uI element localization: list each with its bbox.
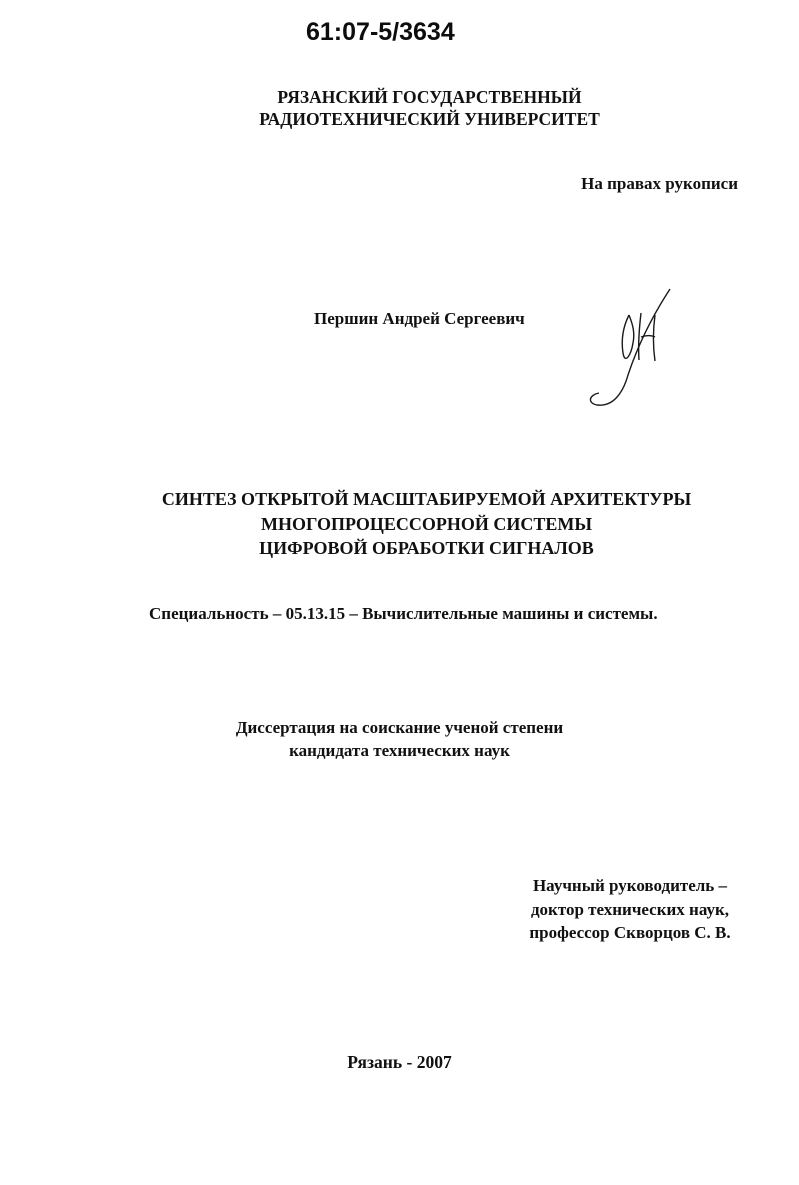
signature-stroke xyxy=(639,313,655,361)
supervisor-line: профессор Скворцов С. В. xyxy=(529,923,731,942)
title-line: МНОГОПРОЦЕССОРНОЙ СИСТЕМЫ xyxy=(260,513,593,534)
title-line: СИНТЕЗ ОТКРЫТОЙ МАСШТАБИРУЕМОЙ АРХИТЕКТУРЫ xyxy=(161,489,692,509)
signature-image xyxy=(583,285,683,410)
supervisor-line: доктор технических наук, xyxy=(530,899,730,919)
degree-line: Диссертация на соискание ученой степени xyxy=(235,718,564,737)
signature-stroke xyxy=(622,315,634,358)
signature-stroke xyxy=(590,289,670,405)
university-name xyxy=(30,86,799,130)
title-line: ЦИФРОВОЙ ОБРАБОТКИ СИГНАЛОВ xyxy=(259,538,594,558)
place-and-year: Рязань - 2007 xyxy=(347,1052,452,1072)
university-line: РЯЗАНСКИЙ ГОСУДАРСТВЕННЫЙ xyxy=(277,87,582,107)
archive-stamp: 61:07-5/3634 xyxy=(306,18,455,46)
dissertation-title xyxy=(27,487,799,561)
author-name: Першин Андрей Сергеевич xyxy=(314,309,525,328)
supervisor-line: Научный руководитель – xyxy=(532,876,728,895)
university-line: РАДИОТЕХНИЧЕСКИЙ УНИВЕРСИТЕТ xyxy=(259,109,600,129)
manuscript-note: На правах рукописи xyxy=(581,174,738,193)
degree-statement xyxy=(0,716,799,762)
specialty-line: Специальность – 05.13.15 – Вычислительные машины и системы. xyxy=(149,604,658,623)
degree-line: кандидата технических наук xyxy=(289,741,510,760)
supervisor-block xyxy=(470,874,790,945)
